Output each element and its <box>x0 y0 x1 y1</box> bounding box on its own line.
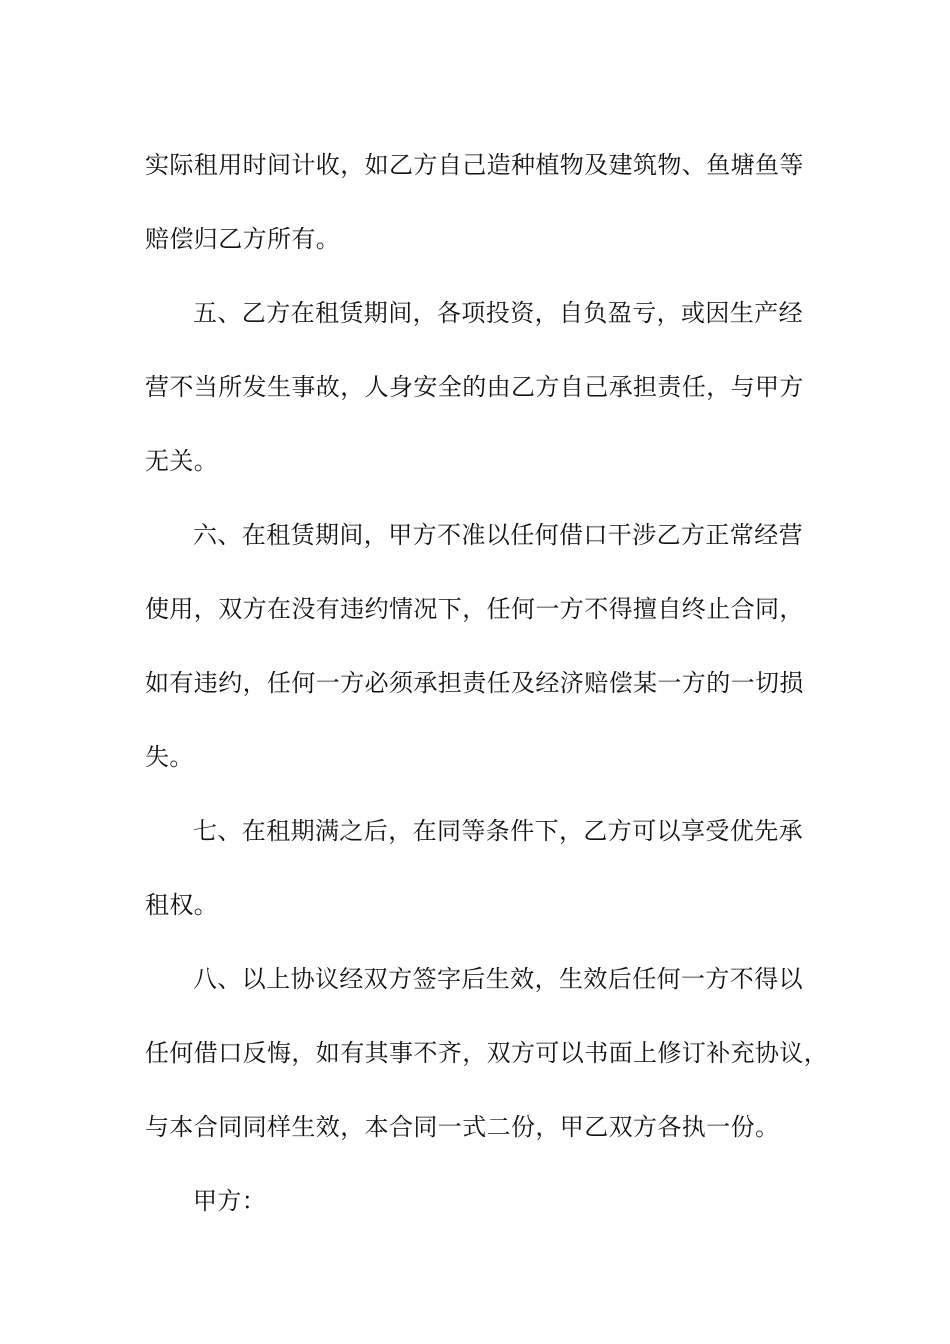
clause-8-line-3: 与本合同同样生效，本合同一式二份，甲乙双方各执一份。 <box>145 1113 780 1141</box>
clause-5-line-3: 无关。 <box>145 447 219 475</box>
clause-7-line-1: 七、在租期满之后，在同等条件下，乙方可以享受优先承 <box>193 817 803 845</box>
clause-7-line-2: 租权。 <box>145 891 219 919</box>
clause-6-line-1: 六、在租赁期间，甲方不准以任何借口干涉乙方正常经营 <box>193 521 803 549</box>
clause-5-line-1: 五、乙方在租赁期间，各项投资，自负盈亏，或因生产经 <box>193 299 803 327</box>
text-line-1: 实际租用时间计收，如乙方自己造种植物及建筑物、鱼塘鱼等 <box>145 151 804 179</box>
clause-5-line-2: 营不当所发生事故，人身安全的由乙方自己承担责任，与甲方 <box>145 373 804 401</box>
contract-body <box>145 128 829 1238</box>
clause-8-line-2: 任何借口反悔，如有其事不齐，双方可以书面上修订补充协议， <box>145 1039 829 1067</box>
party-a-signature-label: 甲方： <box>193 1187 267 1215</box>
clause-6-line-4: 失。 <box>145 743 194 771</box>
text-line-2: 赔偿归乙方所有。 <box>145 225 341 253</box>
clause-6-line-3: 如有违约，任何一方必须承担责任及经济赔偿某一方的一切损 <box>145 669 804 697</box>
clause-6-line-2: 使用，双方在没有违约情况下，任何一方不得擅自终止合同， <box>145 595 804 623</box>
clause-8-line-1: 八、以上协议经双方签字后生效，生效后任何一方不得以 <box>193 965 803 993</box>
